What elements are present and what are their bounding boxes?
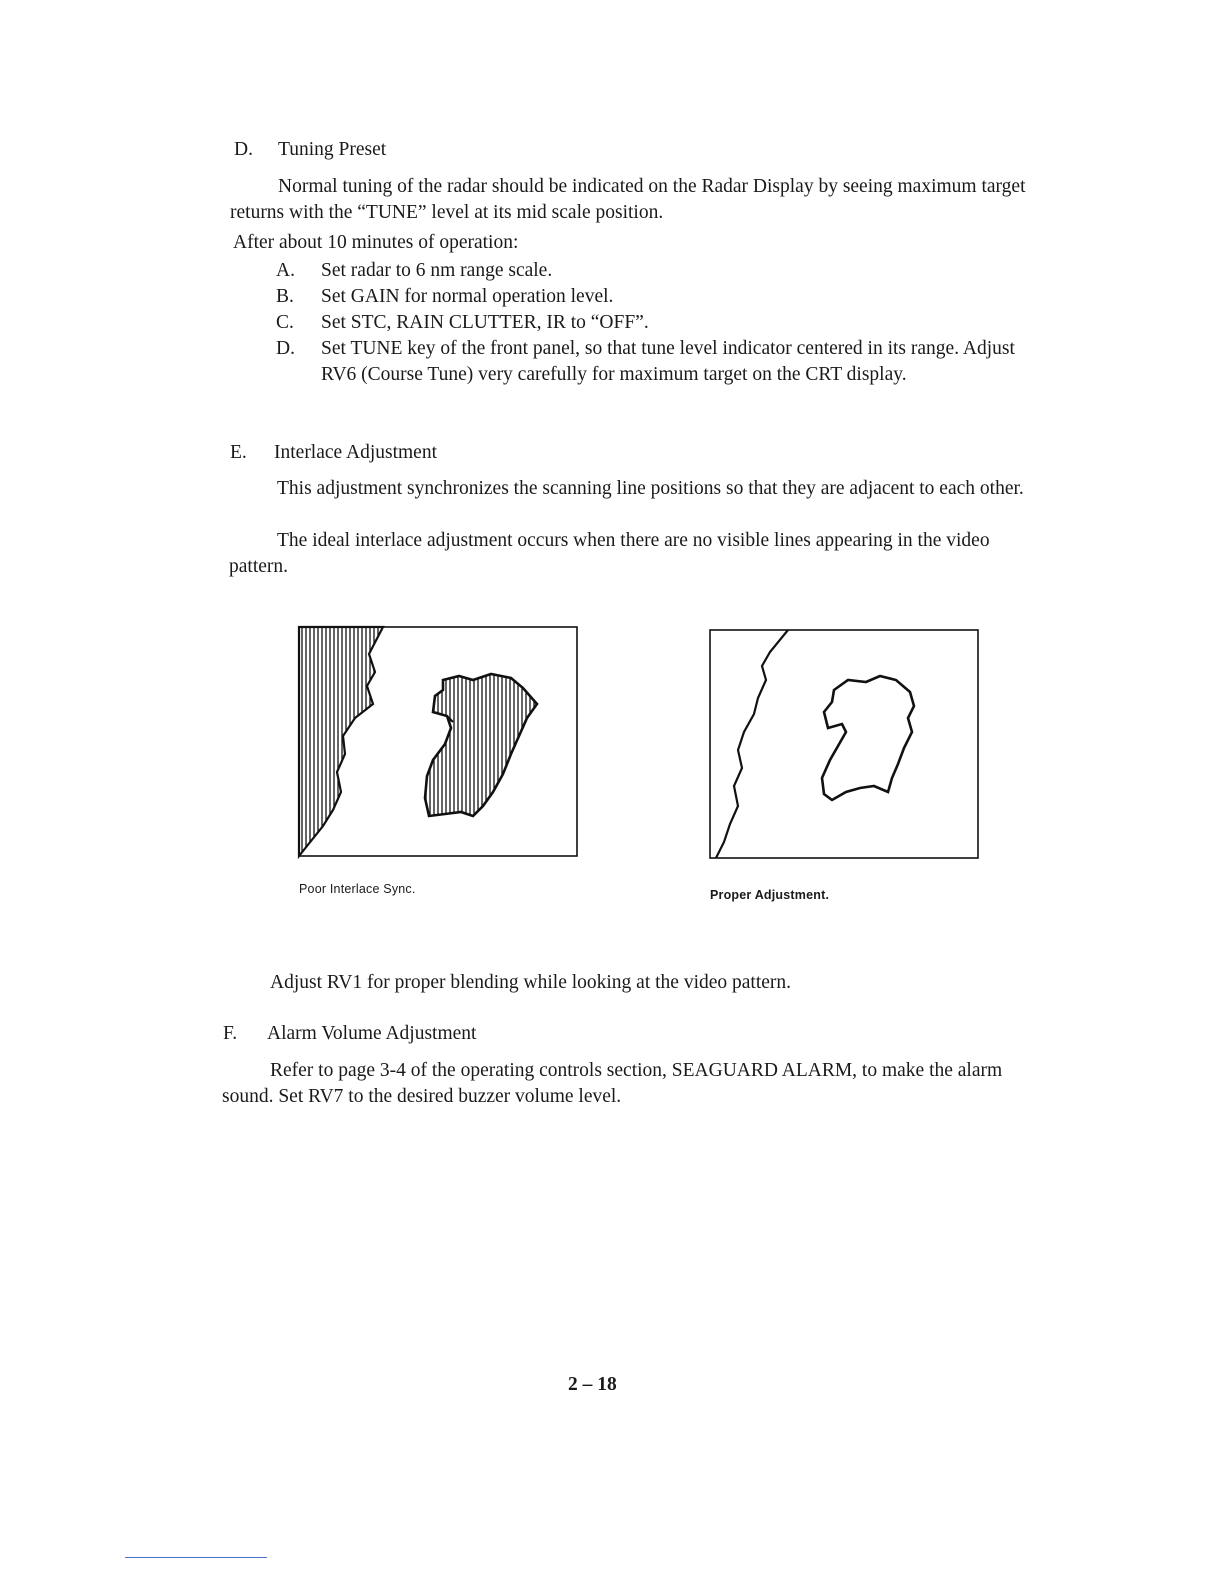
proper-screen-frame (710, 630, 978, 858)
section-f-heading (223, 1021, 476, 1047)
poor-interlace-figure (297, 624, 579, 860)
section-e-title: Interlace Adjustment (274, 442, 437, 463)
step-b-text: Set GAIN for normal operation level. (321, 286, 614, 307)
proper-adjustment-figure (708, 628, 980, 860)
section-f-title: Alarm Volume Adjustment (267, 1023, 477, 1044)
poor-island-hatched (425, 674, 537, 816)
step-c-letter: C. (276, 312, 294, 333)
section-d-heading (234, 137, 386, 163)
proper-adjustment-caption: Proper Adjustment. (710, 888, 830, 902)
footer-rule (125, 1557, 267, 1558)
section-d-letter: D. (234, 139, 253, 160)
page-number: 2 – 18 (568, 1374, 617, 1395)
section-d-intro: After about 10 minutes of operation: (233, 232, 519, 253)
section-f-paragraph: Refer to page 3-4 of the operating controls section, SEAGUARD ALARM, to make the alarm sound. Set RV7 to the desired buzzer volume level. (222, 1060, 1003, 1107)
section-e-heading (230, 440, 437, 466)
step-a-letter: A. (276, 260, 295, 281)
step-d-text: Set TUNE key of the front panel, so that tune level indicator centered in its range. Adjust RV6 (Course Tune) very carefully for maximum target on the CRT display. (321, 338, 1015, 385)
poor-interlace-caption: Poor Interlace Sync. (299, 882, 416, 896)
poor-coastline-hatched (299, 627, 383, 856)
step-d (276, 336, 1036, 388)
step-b-letter: B. (276, 286, 294, 307)
step-a-text: Set radar to 6 nm range scale. (321, 260, 553, 281)
section-e-paragraph-1: This adjustment synchronizes the scanning line positions so that they are adjacent to each other. (277, 478, 1024, 499)
step-c (276, 310, 1036, 336)
adjust-rv1-text: Adjust RV1 for proper blending while looking at the video pattern. (270, 972, 792, 993)
section-f-letter: F. (223, 1023, 238, 1044)
proper-island-outline (822, 676, 914, 800)
section-d-paragraph: Normal tuning of the radar should be indicated on the Radar Display by seeing maximum target returns with the “TUNE” level at its mid scale position. (230, 176, 1026, 223)
step-a (276, 258, 1036, 284)
step-c-text: Set STC, RAIN CLUTTER, IR to “OFF”. (321, 312, 649, 333)
section-e-paragraph-2: The ideal interlace adjustment occurs when there are no visible lines appearing in the video pattern. (229, 530, 990, 577)
section-d-title: Tuning Preset (278, 139, 387, 160)
step-d-letter: D. (276, 338, 295, 359)
proper-coastline (716, 630, 788, 858)
step-b (276, 284, 1036, 310)
section-e-letter: E. (230, 442, 247, 463)
